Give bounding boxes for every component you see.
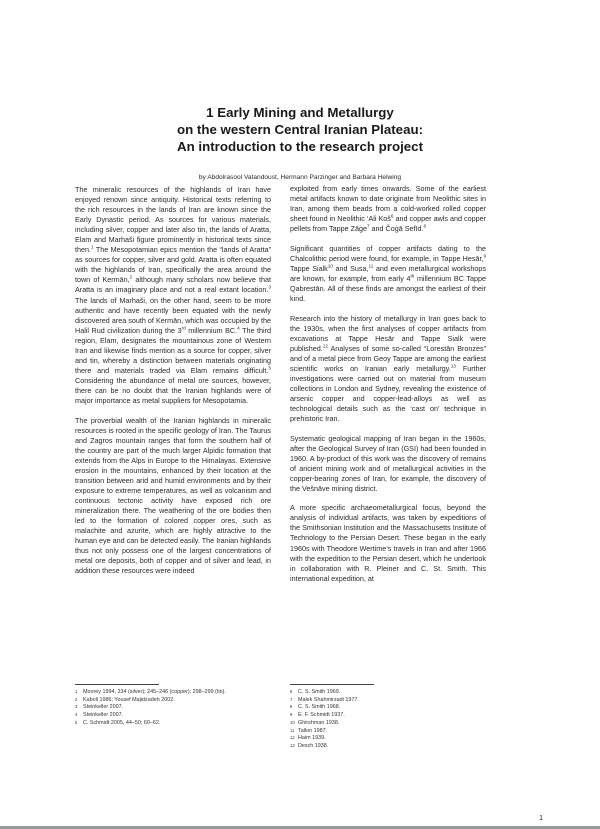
footnote [75, 720, 271, 728]
footnote-number: 7 [290, 696, 293, 702]
text-run: The proverbial wealth of the Iranian highlands in mineralic resources is rooted in the specific geology of Iran. The Taurus and Zagros mountain ranges that form the southern half of the country are part of the much larger Alpidic formation that extends from the Alps in Europe to the Himalayas. Extensive erosion in the mountains, enhanced by their location at the transition between arid and humid environments and by their exposure to extreme temperatures, as well as volcanism and continuous tectonic activity have exposed rich ore mineralization there. The weathering of the ore bodies then led to the formation of colored copper ores, such as malachite and azurite, which are highly attractive to the human eye and can be detected easily. The Iranian highlands thus not only possess one of the largest concentrations of metal ore deposits, both of copper and of silver and lead, in addition these resources were indeed [75, 415, 271, 576]
footnote-divider [290, 684, 374, 685]
footnote-ref: 2 [129, 275, 133, 281]
footnote-number: 12 [290, 735, 295, 741]
paragraph [290, 314, 486, 425]
right-text-column [290, 184, 486, 593]
footnote-text: C. S. Smith 1968. [298, 704, 341, 711]
paragraph [290, 244, 486, 304]
text-run: Analyses of some so-called “Lorestān Bronzes” and of a metal piece from Geoy Tappe are among the earliest scientific works on Iranian early metallurgy. [290, 343, 487, 373]
text-run: Systematic geological mapping of Iran began in the 1960s, after the Geological Survey of Iran (GSI) had been founded in 1960. A by-product of this work was the discovery of remains of ancient mining work and of metallurgical activities in the copper-bearing zones of Iran, for example, the discovery of the Vešnāve mining district. [290, 433, 486, 493]
text-run: Research into the history of metallurgy in Iran goes back to the 1930s, when the first analyses of copper artifacts from excavations at Tappe Hesār and Tappe Sialk were published. [290, 313, 486, 353]
text-run: and Susa, [335, 263, 369, 273]
footnote [290, 735, 486, 743]
paragraph [75, 185, 271, 406]
ordinal-suffix: th [410, 273, 415, 279]
footnote-divider [75, 684, 159, 685]
footnote [290, 689, 486, 697]
footnote-ref: 12 [322, 343, 328, 349]
footnote-ref: 5 [268, 365, 271, 371]
footnote-number: 10 [290, 719, 295, 725]
footnote-number: 8 [290, 704, 293, 710]
footnote [290, 720, 486, 728]
text-run: A more specific archaeometallurgical focus, beyond the analysis of individual artifacts, was taken by expeditions of the Smithsonian Institution and the Massachusetts Institute of Technology to the Persian Desert. These began in the early 1960s with Theodore Wertime’s travels in Iran and after 1966 with the expedition to the Persian desert, which he undertook in collaboration with R. Pleiner and C. St. Smith. This international expedition, at [290, 503, 486, 583]
text-run: although many scholars now believe that Aratta is an imaginary place and not a real extant location. [75, 275, 271, 295]
footnote-text: Malek Shahmirzadi 1977. [298, 696, 359, 703]
footnote-number: 1 [75, 689, 78, 694]
text-run: millennium BC Tappe Qabrestān. All of these finds are amongst the earliest of their kind. [290, 273, 486, 303]
footnote [290, 704, 486, 712]
footnotes-right [290, 684, 486, 751]
footnote-number: 11 [290, 727, 295, 733]
footnote-text: Haim 1939. [298, 735, 326, 742]
footnote-ref: 7 [366, 223, 370, 229]
footnotes-left [75, 684, 271, 728]
footnote [75, 689, 271, 697]
footnote-ref: 4 [237, 325, 240, 331]
footnote-text: Moorey 1994, 234 (silver); 245–246 (copper); 298–299 (tin). [83, 689, 226, 695]
page-number: 1 [539, 813, 544, 822]
footnote-text: Kaboli 1986; Yousef Majidzadeh 2002. [83, 696, 175, 703]
title-line-1: 1 Early Mining and Metallurgy [206, 105, 394, 120]
author-byline: by Abdolrasool Vatandoust, Hermann Parzinger and Barbara Helwing [198, 174, 402, 181]
footnote-text: Desch 1938. [298, 742, 329, 749]
article-title [60, 104, 540, 155]
text-run: millennium BC. [188, 325, 238, 335]
title-line-3: An introduction to the research project [176, 139, 424, 154]
footnote [290, 743, 486, 751]
ordinal-suffix: rd [181, 325, 186, 331]
footnote-ref: 1 [91, 244, 94, 250]
footnote [75, 712, 271, 720]
text-run: Tappe Sialk [290, 263, 328, 273]
footnote-number: 5 [75, 719, 78, 725]
footnote-number: 13 [290, 742, 295, 748]
left-text-column [75, 185, 271, 586]
text-run: The third region, Elam, designates the mountainous zone of Western Iran and likewise finds mention as a source for copper, silver and tin, whereby a distinction between materials originating there and materials traded via Elam remains difficult. [75, 325, 271, 375]
footnote-text: E. F. Schmidt 1937. [298, 712, 345, 719]
footnote-number: 4 [75, 712, 78, 718]
footnote-text: Ghirshman 1938. [298, 719, 340, 726]
footnote-text: Steinkeller 2007. [83, 712, 124, 719]
footnote [75, 704, 271, 712]
footnote [75, 697, 271, 705]
footnote-ref: 8 [423, 223, 427, 229]
paragraph [75, 416, 271, 577]
footnote-text: C. Schmidt 2005, 44–50; 60–62. [83, 719, 161, 726]
footnote-number: 3 [75, 704, 78, 710]
text-run: Considering the abundance of metal ore sources, however, there can be no doubt that the Iranian highlands were of major importance as metal suppliers for Mesopotamia. [75, 375, 271, 405]
title-line-2: on the western Central Iranian Plateau: [176, 122, 424, 137]
footnote-text: Tallon 1987. [298, 727, 328, 734]
text-run: exploited from early times onwards. Some of the earliest metal artifacts known to date originate from Neolithic sites in Iran, among them beads from a cold-worked rolled copper sheet found in Neolithic ‘Ali Koš [290, 184, 486, 224]
footnote-ref: 3 [268, 285, 271, 291]
footnote-number: 9 [290, 712, 293, 718]
text-run: Significant quantities of copper artifacts dating to the Chalcolithic period were found, for example, in Tappe Hesār, [290, 243, 486, 263]
paragraph [290, 184, 486, 234]
text-run: The mineralic resources of the highlands of Iran have enjoyed renown since antiquity. Historical texts referring to the rich resources in the lands of Iran are known since the Early Dynastic period. As sources for various materials, including silver, copper and later also tin, the lands of Aratta, Elam and Marhaši figure prominently in historical texts since then. [75, 185, 271, 255]
text-run: and even metallurgical workshops are known, for example, from early 4 [290, 263, 486, 283]
footnote-text: C. S. Smith 1969. [298, 689, 341, 695]
paragraph [290, 503, 486, 583]
text-run: The lands of Marhaši, on the other hand, seem to be more authentic and have recently been equated with the newly discovered area south of Kermān, which was occupied by the Halil Rud civilization during the 3 [75, 295, 271, 335]
text-run: and copper awls and copper pellets from Tappe Zāġe [290, 214, 486, 234]
text-run: and Čoġā Sefīd. [371, 224, 424, 234]
footnote-number: 2 [75, 696, 78, 702]
article-header [60, 104, 540, 183]
footnote-ref: 6 [390, 213, 394, 219]
paragraph [290, 434, 486, 494]
footnote-ref: 13 [450, 363, 456, 369]
footnote-number: 6 [290, 689, 293, 694]
footnote-ref: 11 [368, 263, 374, 269]
footnote [290, 728, 486, 736]
text-run: The Mesopotamian epics mention the “lands of Aratta” as sources for copper, silver and gold. Aratta is often equated with the highlands of Iran, specifically the area around the town of Kermān, [75, 245, 272, 285]
footnote [290, 697, 486, 705]
footnote-ref: 10 [327, 263, 333, 269]
text-run: Further investigations were carried out on material from museum collections in London and Sydney, revealing the existence of arsenic copper and copper-lead-alloys as well as technological details such as the ‘cast on’ technique in prehistoric Iran. [290, 363, 487, 423]
footnote-ref: 9 [483, 253, 486, 259]
footnote-text: Steinkeller 2007. [83, 704, 124, 711]
footnote [290, 712, 486, 720]
